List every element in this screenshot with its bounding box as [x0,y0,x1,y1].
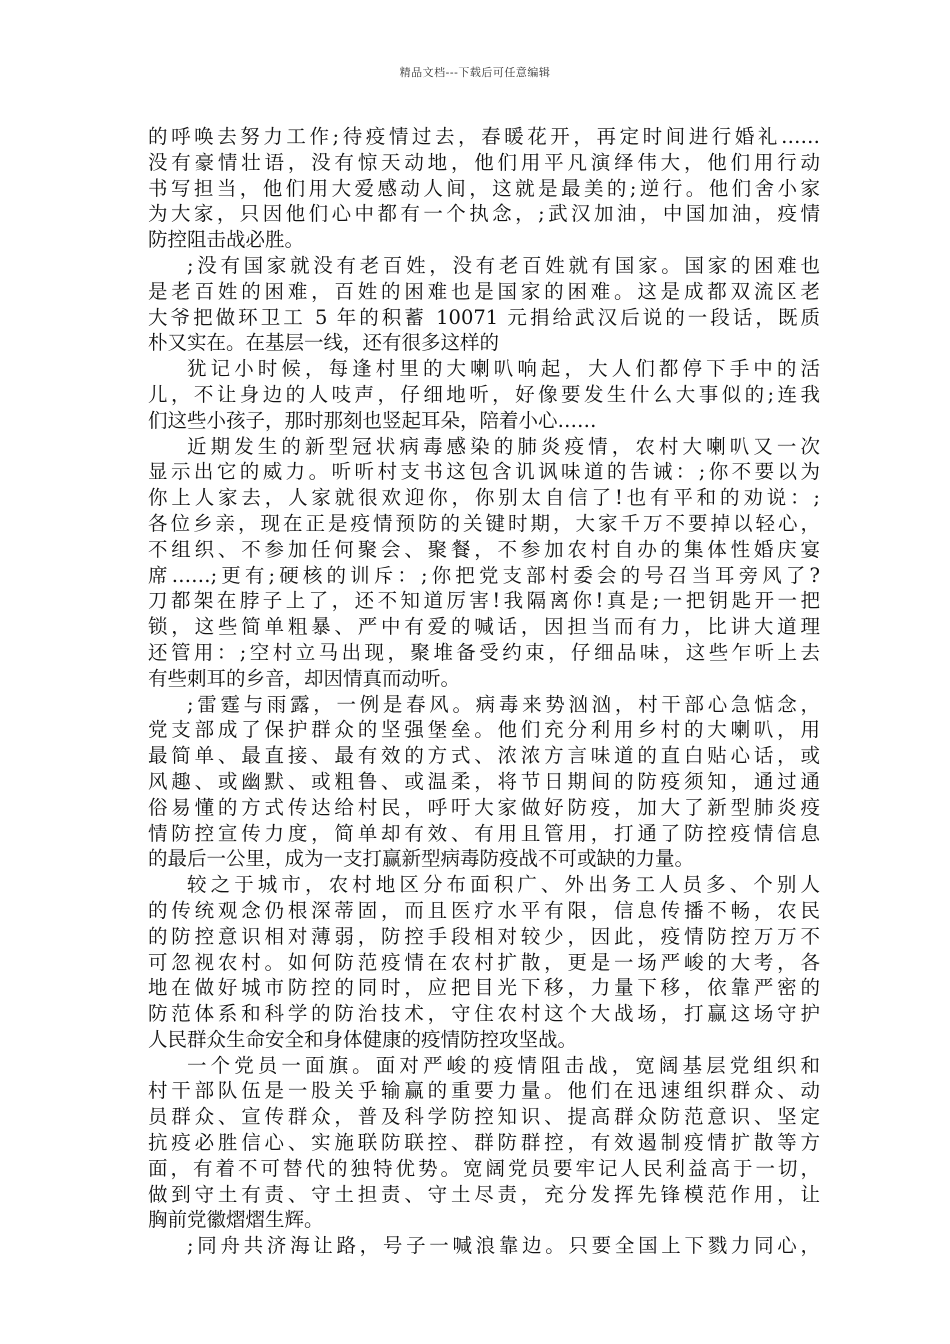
text-line: 近期发生的新型冠状病毒感染的肺炎疫情，农村大喇叭又一次 [187,434,820,458]
text-line: 锁，这些简单粗暴、严中有爱的喊话，因担当而有力，比讲大道理 [148,615,820,639]
text-line: 党支部成了保护群众的坚强堡垒。他们充分利用乡村的大喇叭，用 [148,718,820,742]
text-line: 防控阻击战必胜。 [148,228,305,252]
text-line: 防范体系和科学的防治技术，守住农村这个大战场，打赢这场守护 [148,1002,820,1026]
text-line: 显示出它的威力。听听村支书这包含讥讽味道的告诫：;你不要以为 [148,460,820,484]
text-line: 有些刺耳的乡音，却因情真而动听。 [148,666,461,690]
text-line: 儿，不让身边的人吱声，仔细地听，好像要发生什么大事似的;连我 [148,382,820,406]
text-line: 地在做好城市防控的同时，应把目光下移，力量下移，依靠严密的 [148,976,820,1000]
text-line: 没有豪情壮语，没有惊天动地，他们用平凡演绎伟大，他们用行动 [148,150,820,174]
text-line: ;雷霆与雨露，一例是春风。病毒来势汹汹，村干部心急惦念， [187,692,820,716]
text-line: 大爷把做环卫工 5 年的积蓄 10071 元捐给武汉后说的一段话，既质 [148,305,820,329]
text-line: 风趣、或幽默、或粗鲁、或温柔，将节日期间的防疫须知，通过通 [148,769,820,793]
text-line: 的防控意识相对薄弱，防控手段相对较少，因此，疫情防控万万不 [148,924,820,948]
text-line: 抗疫必胜信心、实施联防联控、群防群控，有效遏制疫情扩散等方 [148,1131,820,1155]
text-line: 做到守土有责、守土担责、守土尽责，充分发挥先锋模范作用，让 [148,1182,820,1206]
text-line: 朴又实在。在基层一线，还有很多这样的 [148,331,500,355]
text-line: 员群众、宣传群众，普及科学防控知识、提高群众防范意识、坚定 [148,1105,820,1129]
body-text [148,124,820,1259]
text-line: 还管用：;空村立马出现，聚堆备受约束，仔细品味，这些乍听上去 [148,640,820,664]
text-line: 你上人家去，人家就很欢迎你，你别太自信了!也有平和的劝说：; [148,486,820,510]
text-line: 犹记小时候，每逢村里的大喇叭响起，大人们都停下手中的活 [187,357,820,381]
text-line: 刀都架在脖子上了，还不知道厉害!我隔离你!真是;一把钥匙开一把 [148,589,820,613]
page-header: 精品文档---下载后可任意编辑 [399,66,551,79]
text-line: 情防控宣传力度，简单却有效、有用且管用，打通了防控疫情信息 [148,821,820,845]
text-line: 一个党员一面旗。面对严峻的疫情阻击战，宽阔基层党组织和 [187,1053,820,1077]
text-line: 各位乡亲，现在正是疫情预防的关键时期，大家千万不要掉以轻心， [148,511,820,535]
text-line: 面，有着不可替代的独特优势。宽阔党员要牢记人民利益高于一切， [148,1156,820,1180]
text-line: ;同舟共济海让路，号子一喊浪靠边。只要全国上下戮力同心， [187,1234,820,1258]
text-line: 们这些小孩子，那时那刻也竖起耳朵，陪着小心…… [148,408,597,432]
text-line: ;没有国家就没有老百姓，没有老百姓就有国家。国家的困难也 [187,253,820,277]
text-line: 可忽视农村。如何防范疫情在农村扩散，更是一场严峻的大考，各 [148,950,820,974]
text-line: 的呼唤去努力工作;待疫情过去，春暖花开，再定时间进行婚礼…… [148,125,820,148]
text-line: 是老百姓的困难，百姓的困难也是国家的困难。这是成都双流区老 [148,279,820,303]
text-line: 村干部队伍是一股关乎输赢的重要力量。他们在迅速组织群众、动 [148,1079,820,1103]
text-line: 席……;更有;硬核的训斥：;你把党支部村委会的号召当耳旁风了? [148,563,820,587]
text-line: 的最后一公里，成为一支打赢新型病毒防疫战不可或缺的力量。 [148,847,695,871]
text-line: 胸前党徽熠熠生辉。 [148,1208,324,1232]
text-line: 为大家，只因他们心中都有一个执念，;武汉加油，中国加油，疫情 [148,202,820,226]
text-line: 俗易懂的方式传达给村民，呼吁大家做好防疫，加大了新型肺炎疫 [148,795,820,819]
text-line: 不组织、不参加任何聚会、聚餐，不参加农村自办的集体性婚庆宴 [148,537,820,561]
text-line: 书写担当，他们用大爱感动人间，这就是最美的;逆行。他们舍小家 [148,176,820,200]
text-line: 人民群众生命安全和身体健康的疫情防控攻坚战。 [148,1027,578,1051]
text-line: 较之于城市，农村地区分布面积广、外出务工人员多、个别人 [187,873,820,897]
text-line: 最简单、最直接、最有效的方式、浓浓方言味道的直白贴心话，或 [148,744,820,768]
text-line: 的传统观念仍根深蒂固，而且医疗水平有限，信息传播不畅，农民 [148,898,820,922]
